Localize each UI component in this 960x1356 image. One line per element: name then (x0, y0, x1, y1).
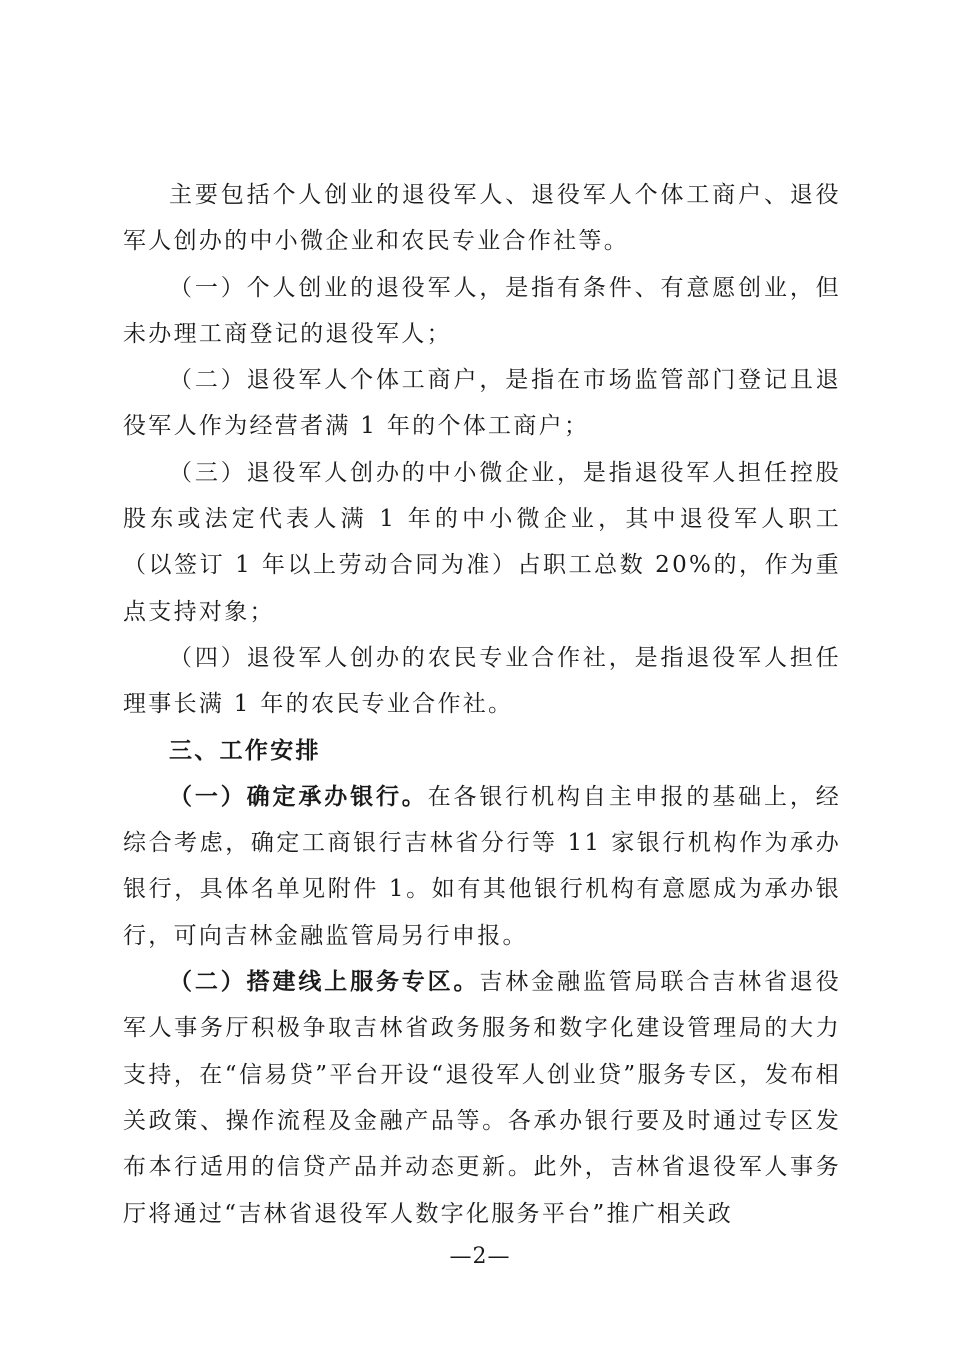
paragraph-text: （二）退役军人个体工商户，是指在市场监管部门登记且退役军人作为经营者满 1 年的个体工商户； (123, 367, 841, 440)
definition-paragraph-4 (123, 635, 841, 728)
paragraph-text: （一）个人创业的退役军人，是指有条件、有意愿创业，但未办理工商登记的退役军人； (123, 274, 841, 347)
paragraph-text: 主要包括个人创业的退役军人、退役军人个体工商户、退役军人创办的中小微企业和农民专业合作社等。 (123, 182, 841, 255)
page-number: —2— (449, 1244, 511, 1269)
scope-paragraph (123, 172, 841, 265)
work-item-paragraph-2 (123, 959, 841, 1237)
definition-paragraph-3 (123, 450, 841, 635)
definition-paragraph-1 (123, 265, 841, 358)
section-heading: 三、工作安排 (169, 737, 321, 764)
paragraph-text: （三）退役军人创办的中小微企业，是指退役军人担任控股股东或法定代表人满 1 年的中小微企业，其中退役军人职工（以签订 1 年以上劳动合同为准）占职工总数 20%的，作为重点支持对象； (123, 459, 841, 625)
work-item-lead: （一）确定承办银行。 (169, 783, 428, 810)
paragraph-text: 吉林金融监管局联合吉林省退役军人事务厅积极争取吉林省政务服务和数字化建设管理局的大力支持，在“信易贷”平台开设“退役军人创业贷”服务专区，发布相关政策、操作流程及金融产品等。各承办银行要及时通过专区发布本行适用的信贷产品并动态更新。此外，吉林省退役军人事务厅将通过“吉林省退役军人数字化服务平台”推广相关政 (123, 969, 841, 1227)
document-body (123, 172, 841, 1237)
paragraph-text: （四）退役军人创办的农民专业合作社，是指退役军人担任理事长满 1 年的农民专业合作社。 (123, 644, 841, 718)
work-item-paragraph-1 (123, 774, 841, 959)
work-item-lead: （二）搭建线上服务专区。 (169, 969, 480, 996)
definition-paragraph-2 (123, 357, 841, 450)
paragraph-text: 在各银行机构自主申报的基础上，经综合考虑，确定工商银行吉林省分行等 11 家银行机构作为承办银行，具体名单见附件 1。如有其他银行机构有意愿成为承办银行，可向吉林金融监管局另行申报。 (123, 783, 841, 949)
